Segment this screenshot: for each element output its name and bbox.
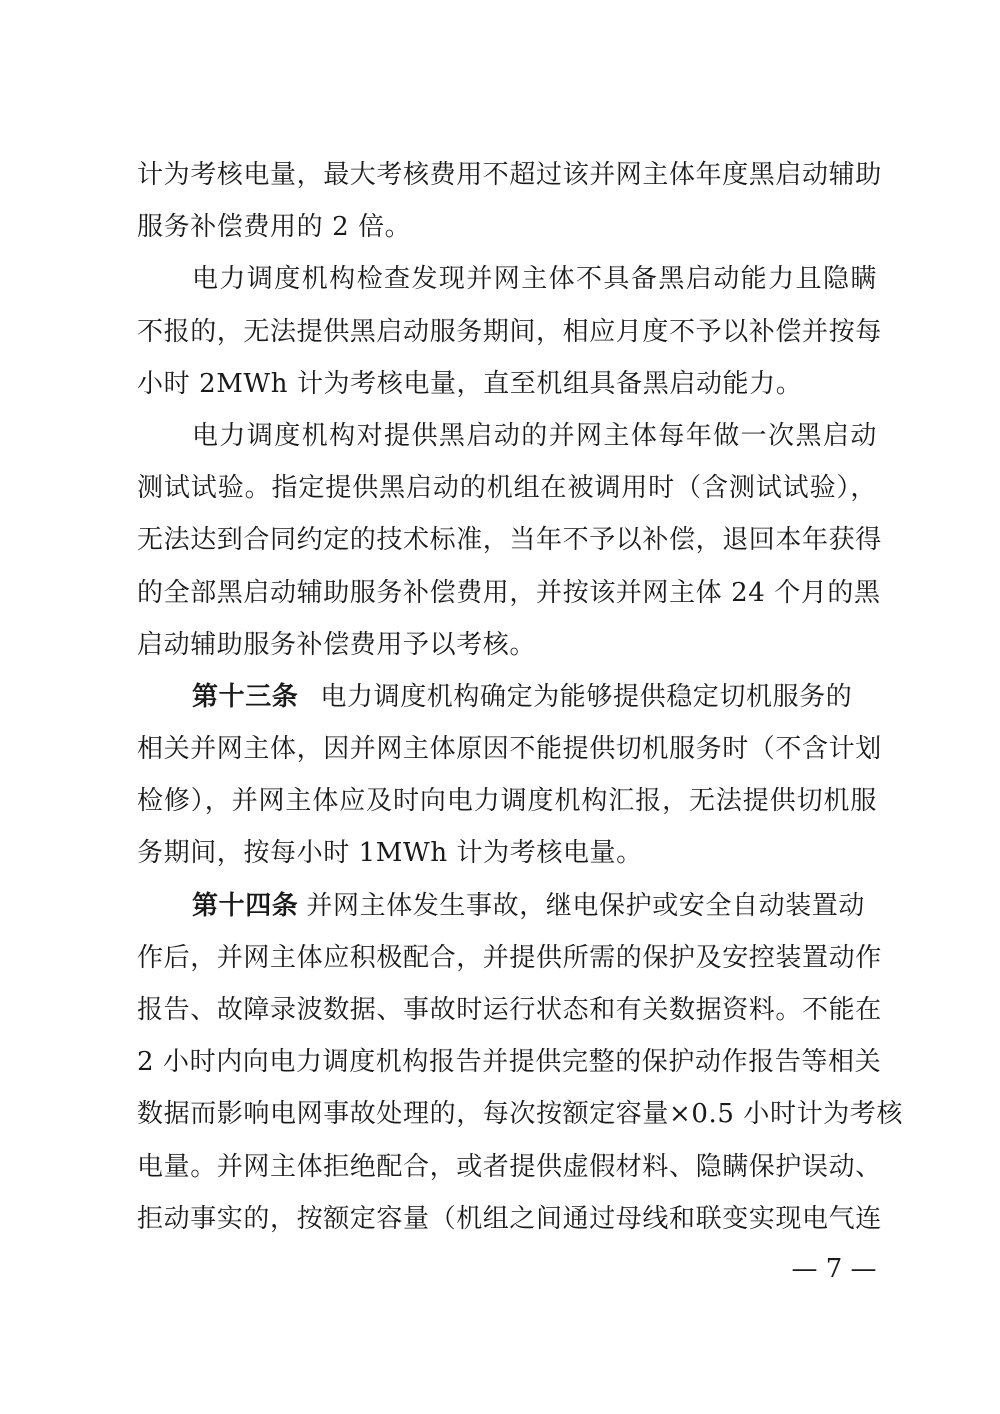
paragraph-4-line-1-text: 电力调度机构确定为能够提供稳定切机服务的: [320, 681, 853, 712]
paragraph-5-line-2: 作后，并网主体应积极配合，并提供所需的保护及安控装置动作: [137, 942, 882, 973]
article-13-heading: 第十三条: [192, 681, 299, 712]
paragraph-5-line-7: 拒动事实的，按额定容量（机组之间通过母线和联变实现电气连: [137, 1203, 882, 1234]
paragraph-4-line-3: 检修），并网主体应及时向电力调度机构汇报，无法提供切机服: [137, 786, 877, 817]
paragraph-5-line-5: 数据而影响电网事故处理的，每次按额定容量×0.5 小时计为考核: [137, 1099, 903, 1130]
paragraph-5-line-6: 电量。并网主体拒绝配合，或者提供虚假材料、隐瞒保护误动、: [137, 1151, 882, 1182]
paragraph-2-line-1: 电力调度机构检查发现并网主体不具备黑启动能力且隐瞒: [192, 264, 877, 295]
paragraph-4-line-1: [137, 671, 877, 723]
article-14-heading: 第十四条: [192, 890, 299, 921]
paragraph-3-line-1: 电力调度机构对提供黑启动的并网主体每年做一次黑启动: [192, 420, 877, 451]
paragraph-3-line-4: 的全部黑启动辅助服务补偿费用，并按该并网主体 24 个月的黑: [137, 577, 881, 608]
paragraph-1-line-1: 计为考核电量，最大考核费用不超过该并网主体年度黑启动辅助: [137, 160, 882, 190]
paragraph-5-line-4: 2 小时内向电力调度机构报告并提供完整的保护动作报告等相关: [137, 1047, 882, 1078]
paragraph-3-line-5: 启动辅助服务补偿费用予以考核。: [137, 629, 537, 660]
page-number: — 7 —: [791, 1254, 877, 1284]
paragraph-5-line-3: 报告、故障录波数据、事故时运行状态和有关数据资料。不能在: [137, 995, 882, 1025]
paragraph-2-line-2: 不报的，无法提供黑启动服务期间，相应月度不予以补偿并按每: [137, 316, 882, 347]
paragraph-4-line-4: 务期间，按每小时 1MWh 计为考核电量。: [137, 838, 643, 869]
paragraph-3-line-3: 无法达到合同约定的技术标准，当年不予以补偿，退回本年获得: [137, 525, 882, 556]
paragraph-2-line-3: 小时 2MWh 计为考核电量，直至机组具备黑启动能力。: [137, 368, 803, 399]
paragraph-5-line-1-text: 并网主体发生事故，继电保护或安全自动装置动: [306, 890, 866, 921]
document-body: [137, 149, 903, 1245]
paragraph-4-line-2: 相关并网主体，因并网主体原因不能提供切机服务时（不含计划: [137, 734, 882, 765]
paragraph-3-line-2: 测试试验。指定提供黑启动的机组在被调用时（含测试试验），: [137, 473, 877, 504]
paragraph-5-line-1: [137, 880, 877, 932]
paragraph-1-line-2: 服务补偿费用的 2 倍。: [137, 212, 412, 243]
